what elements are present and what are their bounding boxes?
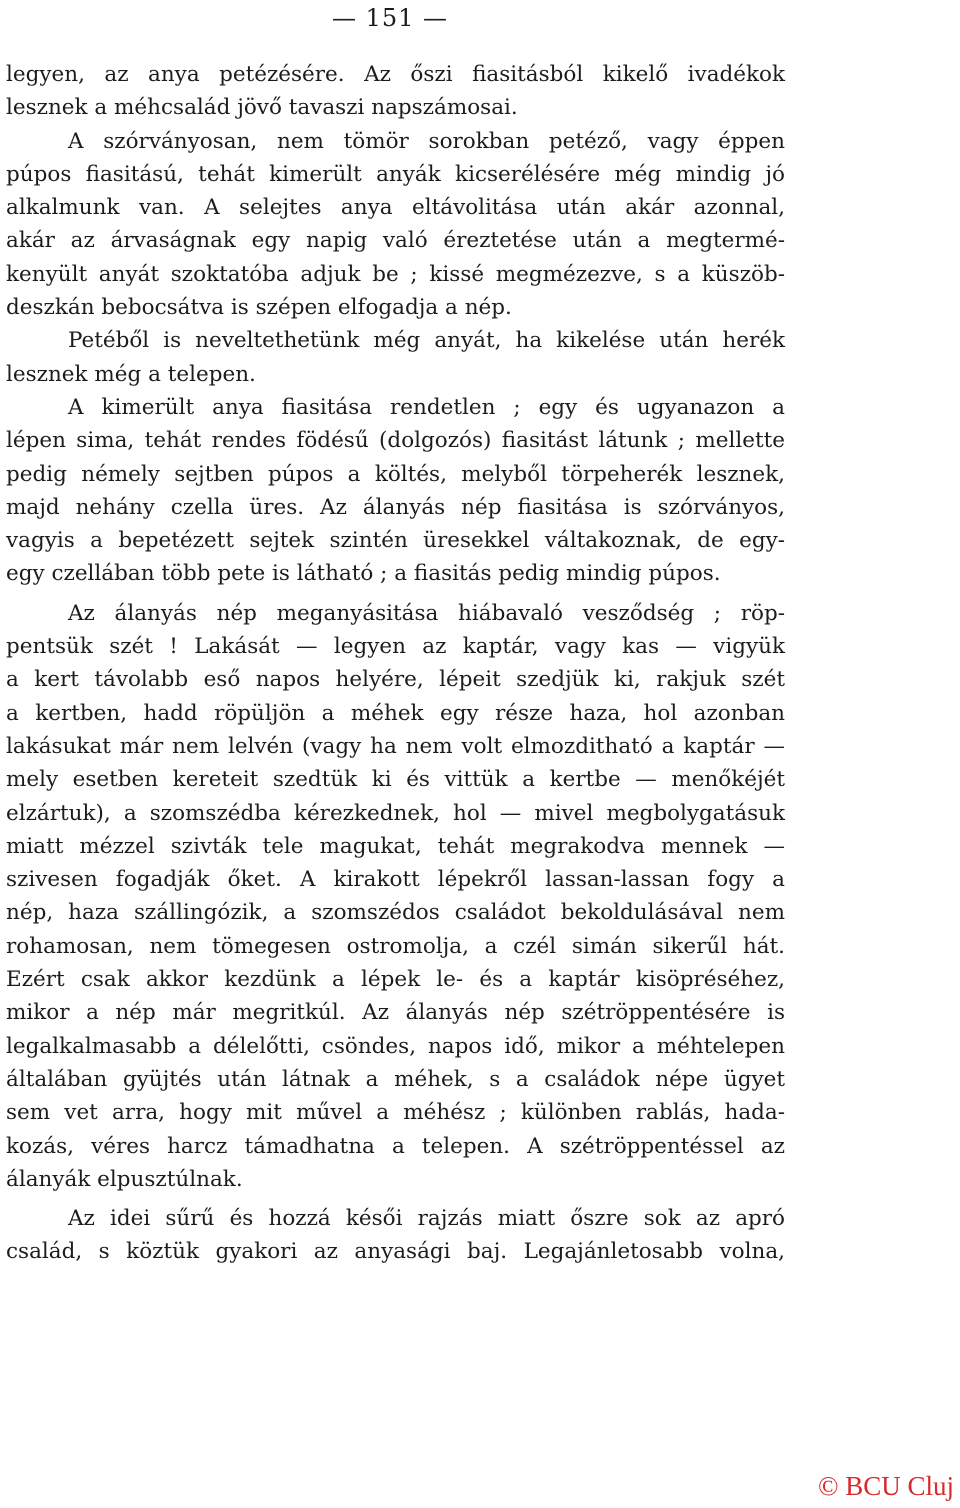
- text-line: lakásukat már nem lelvén (vagy ha nem volt elmozditható a kaptár —: [6, 733, 785, 759]
- text-line: legyen, az anya petézésére. Az őszi fiasitásból kikelő ivadékok: [6, 62, 785, 87]
- text-line: egy czellában több pete is látható ; a fiasitás pedig mindig púpos.: [6, 561, 721, 587]
- paragraph: [6, 597, 785, 1196]
- text-line: Az álanyás nép meganyásitása hiábavaló vesződség ; röp-: [68, 600, 785, 626]
- text-line: általában gyüjtés után látnak a méhek, s a családok népe ügyet: [6, 1066, 785, 1092]
- text-line: akár az árvaságnak egy napig való éreztetése után a megtermé-: [6, 228, 785, 254]
- text-line: mikor a nép már megritkúl. Az álanyás nép szétröppentésére is: [6, 1000, 785, 1026]
- text-line: deszkán bebocsátva is szépen elfogadja a nép.: [6, 295, 512, 321]
- library-watermark: © BCU Cluj: [817, 1471, 954, 1501]
- page-number: — 151 —: [331, 4, 449, 32]
- paragraph: [6, 125, 785, 325]
- text-line: kozás, véres harcz támadhatna a telepen. A szétröppentéssel az: [6, 1133, 785, 1159]
- text-line: alkalmunk van. A selejtes anya eltávolitása után akár azonnal,: [6, 195, 785, 221]
- text-line: lesznek még a telepen.: [6, 361, 256, 387]
- text-line: rohamosan, nem tömegesen ostromolja, a czél simán sikerűl hát.: [6, 933, 785, 959]
- text-line: nép, haza szállingózik, a szomszédos családot bekoldulásával nem: [6, 900, 785, 926]
- text-line: legalkalmasabb a délelőtti, csöndes, napos idő, mikor a méhtelepen: [6, 1033, 785, 1059]
- text-line: sem vet arra, hogy mit művel a méhész ; különben rablás, hada-: [6, 1100, 785, 1126]
- text-line: álanyák elpusztúlnak.: [6, 1166, 243, 1192]
- text-line: majd nehány czella üres. Az álanyás nép fiasitása is szórványos,: [6, 494, 785, 520]
- text-line: Petéből is neveltethetünk még anyát, ha kikelése után herék: [68, 328, 785, 354]
- text-line: miatt mézzel szivták tele magukat, tehát megrakodva mennek —: [6, 833, 785, 859]
- text-line: mely esetben kereteit szedtük ki és vittük a kertbe — menőkéjét: [6, 767, 785, 793]
- text-line: A kimerült anya fiasitása rendetlen ; egy és ugyanazon a: [68, 394, 785, 420]
- paragraph: [6, 1202, 785, 1269]
- text-line: kenyült anyát szoktatóba adjuk be ; kissé megmézezve, s a küszöb-: [6, 261, 785, 287]
- text-line: pentsük szét ! Lakását — legyen az kaptár, vagy kas — vigyük: [6, 634, 785, 660]
- text-line: lépen sima, tehát rendes födésű (dolgozós) fiasitást látunk ; mellette: [6, 428, 785, 454]
- text-line: vagyis a bepetézett sejtek szintén üresekkel váltakoznak, de egy-: [6, 528, 785, 554]
- paragraph: [6, 58, 785, 125]
- text-line: Ezért csak akkor kezdünk a lépek le- és a kaptár kisöpréséhez,: [6, 967, 785, 993]
- paragraph: [6, 391, 785, 591]
- text-line: pedig némely sejtben púpos a költés, melyből törpeherék lesznek,: [6, 461, 785, 487]
- text-line: A szórványosan, nem tömör sorokban petéző, vagy éppen: [68, 128, 785, 154]
- text-line: elzártuk), a szomszédba kérezkednek, hol — mivel megbolygatásuk: [6, 800, 785, 826]
- text-line: a kert távolabb eső napos helyére, lépeit szedjük ki, rakjuk szét: [6, 667, 785, 693]
- text-line: lesznek a méhcsalád jövő tavaszi napszámosai.: [6, 95, 518, 121]
- text-line: púpos fiasitású, tehát kimerült anyák kicserélésére még mindig jó: [6, 161, 785, 187]
- paragraph: [6, 324, 785, 391]
- text-line: család, s köztük gyakori az anyasági baj. Legajánletosabb volna,: [6, 1239, 785, 1265]
- body-text: [6, 58, 785, 1269]
- text-line: Az idei sűrű és hozzá késői rajzás miatt őszre sok az apró: [68, 1206, 785, 1232]
- text-line: szivesen fogadják őket. A kirakott lépekről lassan-lassan fogy a: [6, 867, 785, 893]
- text-line: a kertben, hadd röpüljön a méhek egy része haza, hol azonban: [6, 700, 785, 726]
